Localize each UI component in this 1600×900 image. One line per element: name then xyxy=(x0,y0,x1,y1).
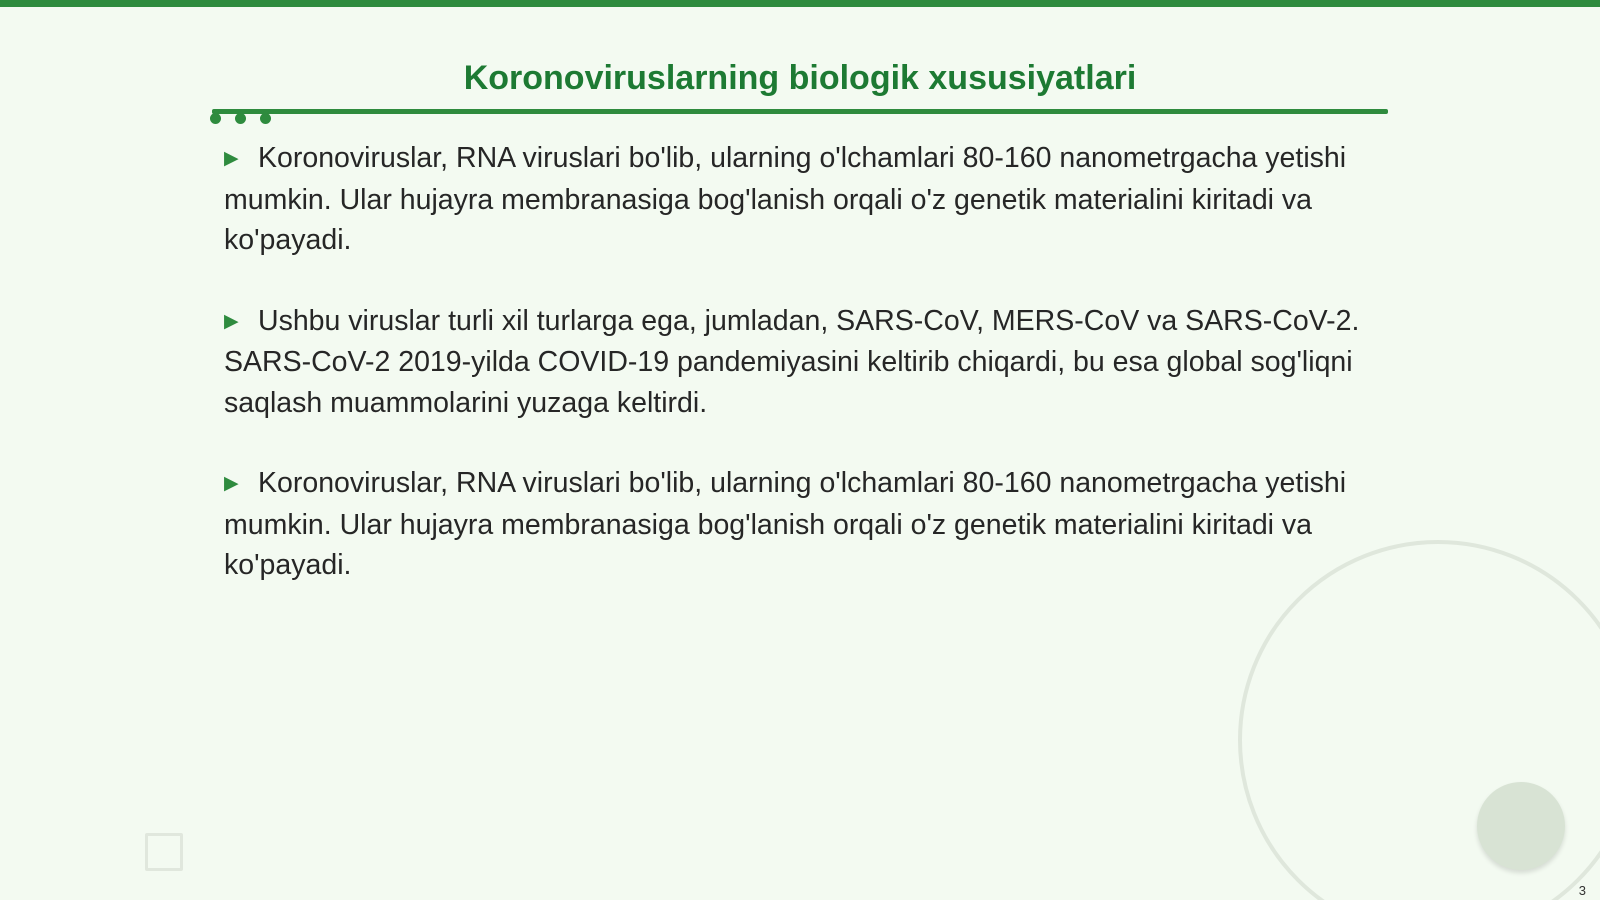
top-accent-bar xyxy=(0,0,1600,7)
decorative-square-outline xyxy=(145,833,183,871)
bullet-text: Koronoviruslar, RNA viruslari bo'lib, ularning o'lchamlari 80-160 nanometrgacha yetishi mumkin. Ular hujayra membranasiga bog'lanish orqali o'z genetik materialini kiritadi va ko'payadi. xyxy=(224,467,1347,581)
triangle-bullet-icon: ▶ xyxy=(224,473,239,494)
bullet-text: Ushbu viruslar turli xil turlarga ega, jumladan, SARS-CoV, MERS-CoV va SARS-CoV-2. SARS-CoV-2 2019-yilda COVID-19 pandemiyasini keltirib chiqardi, bu esa global sog'liqni saqlash muammolarini yuzaga keltirdi. xyxy=(224,304,1360,419)
bullet-list xyxy=(224,138,1364,626)
slide-title: Koronoviruslarning biologik xususiyatlari xyxy=(463,59,1137,97)
title-underline xyxy=(212,109,1388,114)
bullet-item xyxy=(224,301,1364,424)
triangle-bullet-icon: ▶ xyxy=(224,148,239,169)
decorative-dot xyxy=(260,113,271,124)
bullet-text: Koronoviruslar, RNA viruslari bo'lib, ularning o'lchamlari 80-160 nanometrgacha yetishi mumkin. Ular hujayra membranasiga bog'lanish orqali o'z genetik materialini kiritadi va ko'payadi. xyxy=(224,142,1347,256)
triangle-bullet-icon: ▶ xyxy=(224,310,239,332)
decorative-circle-filled xyxy=(1477,782,1565,870)
decorative-dot xyxy=(235,113,246,124)
bullet-item xyxy=(224,463,1364,586)
bullet-item xyxy=(224,138,1364,261)
page-number: 3 xyxy=(1578,883,1586,898)
decorative-dot xyxy=(210,113,221,124)
